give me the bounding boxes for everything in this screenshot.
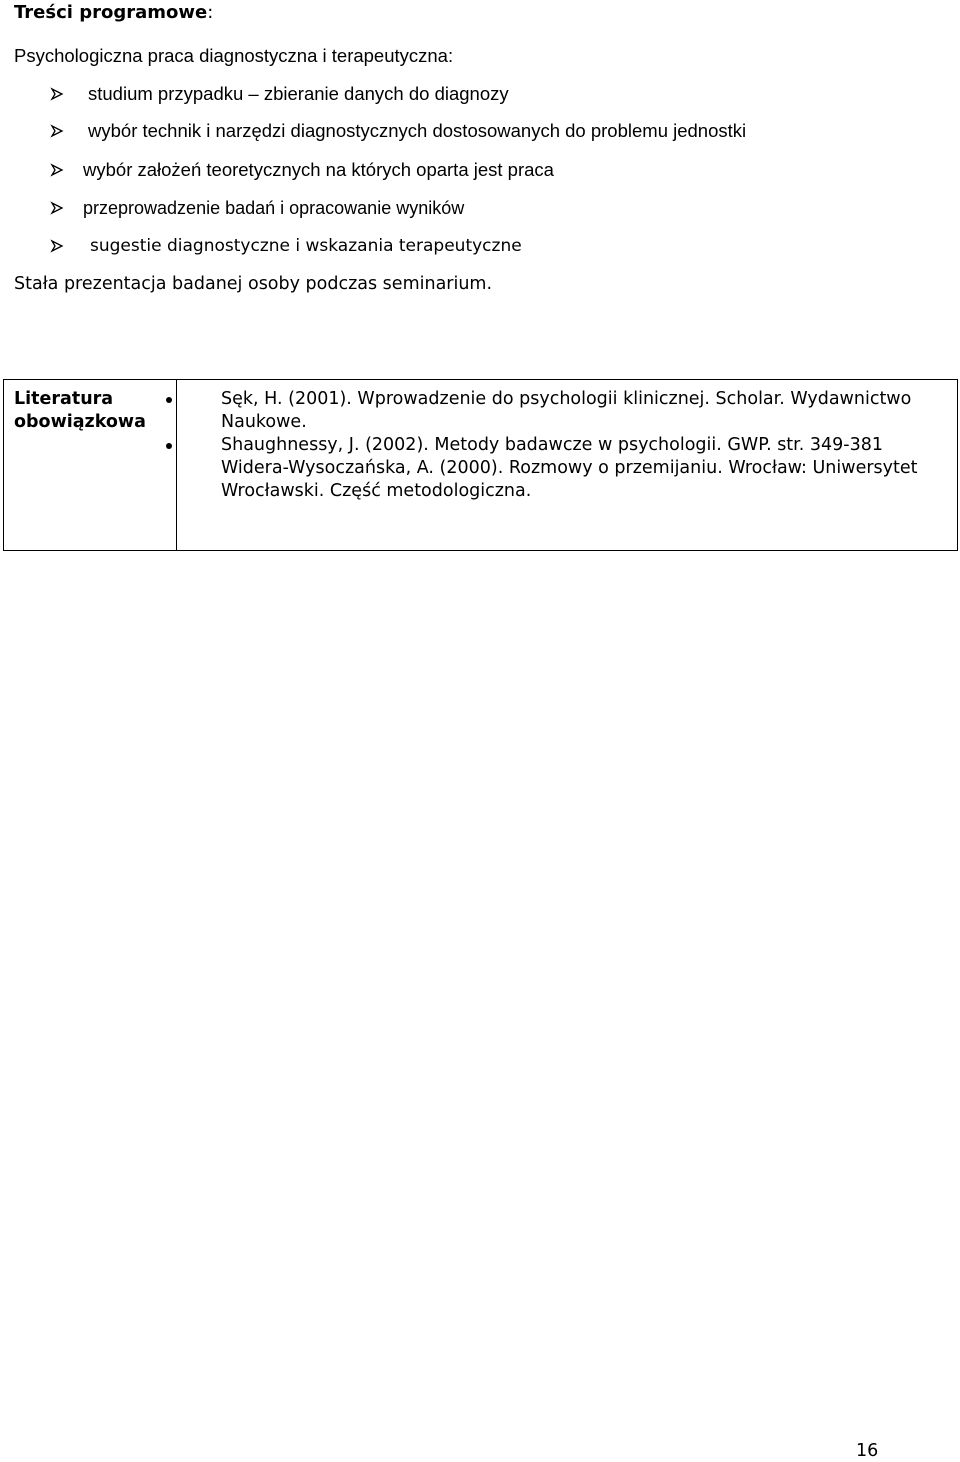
literature-label (14, 388, 146, 434)
list-item-text: wybór technik i narzędzi diagnostycznych dostosowanych do problemu jednostki (88, 120, 747, 141)
arrowhead-bullet-icon (50, 201, 64, 215)
list-item (0, 235, 960, 257)
list-item (0, 83, 960, 105)
arrowhead-bullet-icon (50, 124, 64, 138)
reference-item: Sęk, H. (2001). Wprowadzenie do psychologii klinicznej. Scholar. Wydawnictwo Naukowe. (221, 388, 946, 434)
list-item-text: studium przypadku – zbieranie danych do diagnozy (88, 83, 509, 104)
reference-list (221, 388, 946, 503)
list-item-text: przeprowadzenie badań i opracowanie wyników (83, 198, 465, 218)
intro-text: Psychologiczna praca diagnostyczna i terapeutyczna: (14, 45, 454, 66)
list-item-text: wybór założeń teoretycznych na których oparta jest praca (83, 159, 554, 180)
list-item (0, 159, 960, 181)
page-number: 16 (856, 1441, 879, 1461)
section-heading-colon: : (207, 2, 214, 23)
list-item (0, 120, 960, 142)
closing-text: Stała prezentacja badanej osoby podczas seminarium. (14, 274, 493, 294)
arrowhead-bullet-icon (50, 163, 64, 177)
literature-label-line1: Literatura (14, 389, 114, 409)
reference-item: Shaughnessy, J. (2002). Metody badawcze w psychologii. GWP. str. 349-381 (221, 434, 946, 457)
reference-item: Widera-Wysoczańska, A. (2000). Rozmowy o przemijaniu. Wrocław: Uniwersytet Wrocławski. Część metodologiczna. (221, 458, 918, 501)
arrowhead-bullet-icon (50, 239, 64, 253)
list-item (0, 197, 960, 219)
literature-label-line2: obowiązkowa (14, 412, 146, 432)
literature-table (3, 379, 958, 551)
section-heading (14, 2, 213, 24)
list-item-text: sugestie diagnostyczne i wskazania terapeutyczne (90, 236, 522, 256)
table-column-divider (176, 380, 177, 550)
section-heading-bold: Treści programowe (14, 2, 208, 23)
arrowhead-bullet-icon (50, 87, 64, 101)
